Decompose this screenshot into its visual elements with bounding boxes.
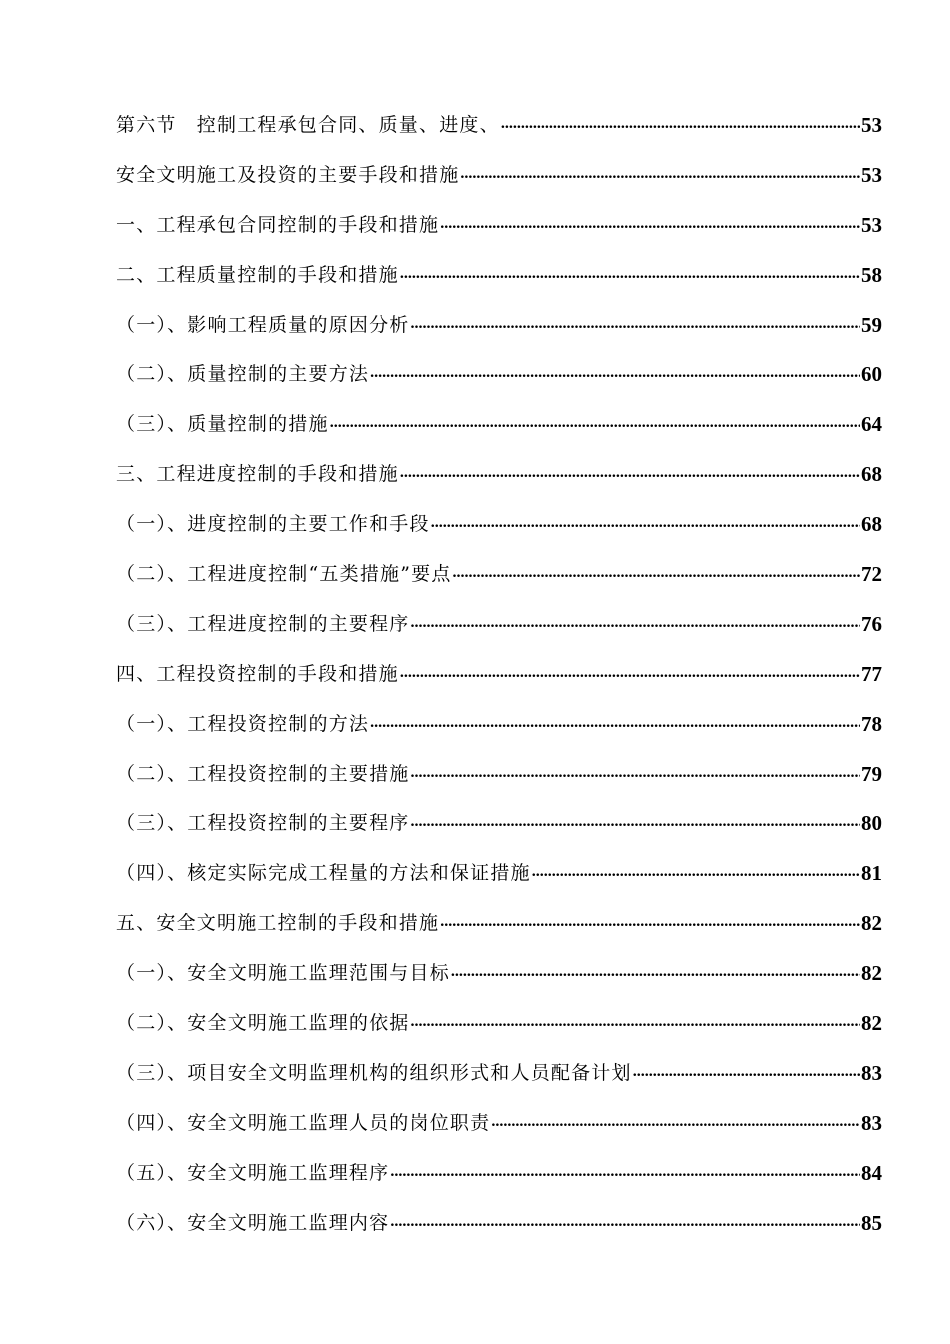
toc-page-number: 72 <box>861 562 882 586</box>
toc-entry-investment-measures[interactable] <box>116 750 882 800</box>
toc-entry-title: （二）、工程投资控制的主要措施 <box>116 762 410 785</box>
toc-entry-title: （二）、安全文明施工监理的依据 <box>116 1012 410 1035</box>
toc-page-number: 85 <box>861 1210 882 1235</box>
toc-entry-investment-methods[interactable] <box>116 700 882 750</box>
toc-entry-section-6-line-2[interactable] <box>116 151 882 201</box>
toc-entry-title: 二、工程质量控制的手段和措施 <box>116 263 399 286</box>
toc-entry-progress-five-measures[interactable] <box>116 550 882 600</box>
toc-page-number: 81 <box>861 861 882 886</box>
toc-entry-title: （四）、核定实际完成工程量的方法和保证措施 <box>116 862 531 885</box>
toc-dot-leader <box>370 698 860 748</box>
toc-page-number: 53 <box>861 212 882 237</box>
toc-dot-leader <box>451 947 860 997</box>
toc-entry-investment-procedure[interactable] <box>116 799 882 849</box>
toc-page-number: 68 <box>861 512 882 537</box>
toc-entry-title: （一）、影响工程质量的原因分析 <box>116 313 410 336</box>
toc-dot-leader <box>491 1097 860 1147</box>
toc-dot-leader <box>411 299 860 349</box>
toc-dot-leader <box>431 498 860 548</box>
toc-page-number: 68 <box>861 462 882 487</box>
toc-entry-safety-responsibilities[interactable] <box>116 1099 882 1149</box>
toc-dot-leader <box>532 847 860 897</box>
toc-entry-title: （三）、质量控制的措施 <box>116 413 329 436</box>
toc-entry-title: （三）、工程投资控制的主要程序 <box>116 812 410 835</box>
toc-entry-title: （一）、工程投资控制的方法 <box>116 712 370 735</box>
toc-entry-title: 一、工程承包合同控制的手段和措施 <box>116 213 440 236</box>
toc-entry-quantity-verification[interactable] <box>116 849 882 899</box>
toc-entry-safety-organization[interactable] <box>116 1049 882 1099</box>
toc-entry-title: （四）、安全文明施工监理人员的岗位职责 <box>116 1111 491 1134</box>
toc-entry-safety-procedure[interactable] <box>116 1149 882 1199</box>
toc-entry-quality-causes[interactable] <box>116 301 882 351</box>
toc-page-number: 78 <box>861 711 882 736</box>
toc-entry-quality-control[interactable] <box>116 251 882 301</box>
toc-entry-quality-measures[interactable] <box>116 400 882 450</box>
toc-page-number: 80 <box>861 811 882 836</box>
toc-page-number: 58 <box>861 262 882 287</box>
toc-page-number: 79 <box>861 761 882 786</box>
toc-entry-title: （六）、安全文明施工监理内容 <box>116 1211 390 1234</box>
toc-page-number: 53 <box>861 112 882 137</box>
toc-dot-leader <box>390 1197 860 1247</box>
toc-page-number: 53 <box>861 162 882 187</box>
toc-entry-progress-procedure[interactable] <box>116 600 882 650</box>
toc-entry-title: （一）、安全文明施工监理范围与目标 <box>116 962 450 985</box>
toc-entry-title: （二）、工程进度控制“五类措施”要点 <box>116 563 452 585</box>
toc-page-number: 60 <box>861 362 882 387</box>
toc-dot-leader <box>400 648 860 698</box>
toc-dot-leader <box>411 997 860 1047</box>
toc-dot-leader <box>633 1047 860 1097</box>
toc-entry-title: （二）、质量控制的主要方法 <box>116 363 370 386</box>
toc-entry-quality-methods[interactable] <box>116 350 882 400</box>
toc-entry-title: （三）、工程进度控制的主要程序 <box>116 612 410 635</box>
toc-page-number: 82 <box>861 961 882 986</box>
toc-page-number: 64 <box>861 412 882 437</box>
toc-entry-progress-control[interactable] <box>116 450 882 500</box>
toc-entry-safety-control[interactable] <box>116 899 882 949</box>
toc-entry-section-6-line-1[interactable] <box>116 101 882 151</box>
toc-dot-leader <box>411 797 860 847</box>
toc-dot-leader <box>330 398 860 448</box>
toc-entry-safety-basis[interactable] <box>116 999 882 1049</box>
toc-page-number: 82 <box>861 1011 882 1036</box>
toc-entry-safety-content[interactable] <box>116 1199 882 1249</box>
toc-page-number: 84 <box>861 1160 882 1185</box>
toc-page-number: 82 <box>861 911 882 936</box>
toc-entry-safety-scope[interactable] <box>116 949 882 999</box>
toc-entry-title: 四、工程投资控制的手段和措施 <box>116 662 399 685</box>
toc-dot-leader <box>411 748 860 798</box>
toc-dot-leader <box>501 99 860 149</box>
toc-page-number: 83 <box>861 1110 882 1135</box>
toc-page-number: 77 <box>861 661 882 686</box>
toc-dot-leader <box>440 897 860 947</box>
toc-page-number: 76 <box>861 611 882 636</box>
toc-entry-contract-control[interactable] <box>116 201 882 251</box>
toc-dot-leader <box>400 249 860 299</box>
toc-entry-title: （一）、进度控制的主要工作和手段 <box>116 513 430 536</box>
toc-dot-leader <box>411 598 860 648</box>
toc-dot-leader <box>370 348 860 398</box>
toc-dot-leader <box>400 448 860 498</box>
table-of-contents <box>116 101 882 1248</box>
toc-entry-title: （三）、项目安全文明监理机构的组织形式和人员配备计划 <box>116 1061 632 1084</box>
toc-dot-leader <box>453 548 860 598</box>
toc-page-number: 59 <box>861 312 882 337</box>
toc-entry-title: 安全文明施工及投资的主要手段和措施 <box>116 163 460 186</box>
toc-page-number: 83 <box>861 1060 882 1085</box>
toc-entry-title: 五、安全文明施工控制的手段和措施 <box>116 912 440 935</box>
toc-entry-title: 第六节 控制工程承包合同、质量、进度、 <box>116 113 500 136</box>
toc-entry-title: 三、工程进度控制的手段和措施 <box>116 463 399 486</box>
toc-entry-investment-control[interactable] <box>116 650 882 700</box>
toc-dot-leader <box>440 199 860 249</box>
toc-entry-progress-main-work[interactable] <box>116 500 882 550</box>
toc-dot-leader <box>460 149 860 199</box>
toc-entry-title: （五）、安全文明施工监理程序 <box>116 1161 390 1184</box>
toc-dot-leader <box>390 1147 860 1197</box>
